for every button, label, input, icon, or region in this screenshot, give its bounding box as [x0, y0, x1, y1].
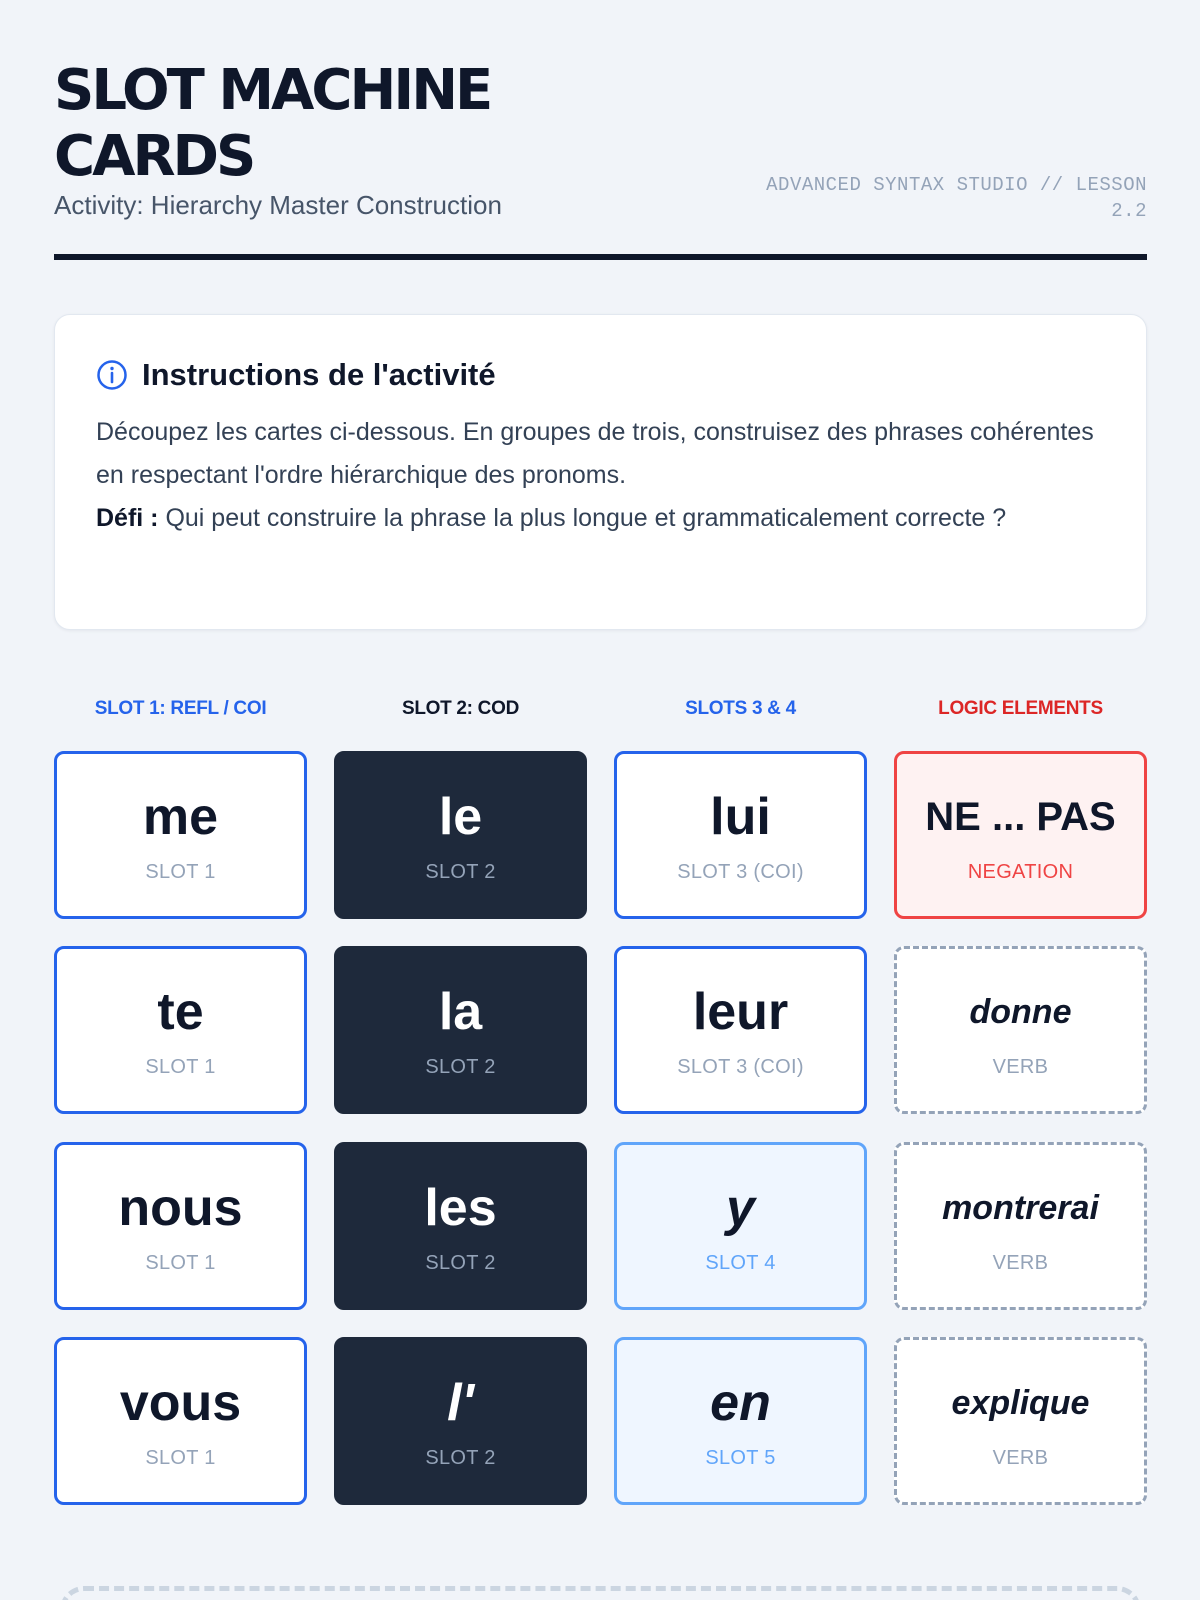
- card-slot-label: NEGATION: [967, 860, 1074, 883]
- card-l-elided[interactable]: [334, 1337, 587, 1505]
- card-word: te: [157, 982, 204, 1041]
- instructions-title: Instructions de l'activité: [142, 357, 496, 392]
- card-slot-label: SLOT 3 (COI): [677, 860, 804, 883]
- card-word: l': [447, 1373, 474, 1432]
- card-explique[interactable]: [894, 1337, 1147, 1505]
- card-word: explique: [951, 1383, 1090, 1422]
- card-slot-label: SLOT 4: [705, 1251, 776, 1274]
- card-slot-label: SLOT 1: [145, 1055, 216, 1078]
- column-header-slots-3-4: SLOTS 3 & 4: [685, 698, 796, 719]
- card-nous[interactable]: [54, 1142, 307, 1310]
- card-slot-label: SLOT 3 (COI): [677, 1055, 804, 1078]
- card-te[interactable]: [54, 946, 307, 1114]
- instructions-text: Découpez les cartes ci-dessous. En groupes de trois, construisez des phrases cohérentes en respectant l'ordre hiérarchique des pronoms.: [96, 418, 1094, 489]
- card-y[interactable]: [614, 1142, 867, 1310]
- card-slot-label: SLOT 1: [145, 860, 216, 883]
- card-slot-label: SLOT 2: [425, 860, 496, 883]
- challenge-label: Défi :: [96, 504, 159, 532]
- card-word: montrerai: [942, 1188, 1099, 1227]
- card-word: nous: [118, 1178, 243, 1237]
- card-leur[interactable]: [614, 946, 867, 1114]
- page-subtitle: Activity: Hierarchy Master Construction: [54, 190, 502, 220]
- card-les[interactable]: [334, 1142, 587, 1310]
- card-word: la: [438, 982, 483, 1041]
- challenge-text: Qui peut construire la phrase la plus longue et grammaticalement correcte ?: [158, 504, 1007, 532]
- info-icon: [96, 359, 128, 391]
- card-montrerai[interactable]: [894, 1142, 1147, 1310]
- instructions-header: [96, 357, 1106, 393]
- card-le[interactable]: [334, 751, 587, 919]
- card-word: leur: [692, 982, 789, 1041]
- card-word: y: [726, 1178, 755, 1237]
- card-word: me: [142, 787, 219, 846]
- column-header-slot-2: SLOT 2: COD: [401, 698, 520, 719]
- instructions-body: [96, 411, 1106, 540]
- card-slot-label: SLOT 2: [425, 1446, 496, 1469]
- card-lui[interactable]: [614, 751, 867, 919]
- card-word: lui: [710, 787, 771, 846]
- card-slot-label: SLOT 5: [705, 1446, 776, 1469]
- card-word: le: [438, 787, 483, 846]
- card-slot-label: SLOT 1: [145, 1251, 216, 1274]
- card-word: en: [710, 1373, 771, 1432]
- card-word: donne: [969, 992, 1072, 1031]
- card-la[interactable]: [334, 946, 587, 1114]
- column-header-slot-1: SLOT 1: REFL / COI: [94, 698, 267, 719]
- card-slot-label: VERB: [992, 1251, 1049, 1274]
- card-me[interactable]: [54, 751, 307, 919]
- page-title: SLOT MACHINE CARDS: [54, 58, 491, 189]
- card-word: les: [424, 1178, 497, 1237]
- instructions-card: [54, 314, 1147, 630]
- page-header: [54, 58, 1147, 260]
- card-vous[interactable]: [54, 1337, 307, 1505]
- card-slot-label: VERB: [992, 1055, 1049, 1078]
- card-slot-label: VERB: [992, 1446, 1049, 1469]
- card-slot-label: SLOT 1: [145, 1446, 216, 1469]
- lesson-label: ADVANCED SYNTAX STUDIO // LESSON 2.2: [766, 174, 1147, 222]
- card-ne-pas[interactable]: [894, 751, 1147, 919]
- card-word: vous: [119, 1373, 242, 1432]
- construction-area: [60, 1586, 1141, 1600]
- card-slot-label: SLOT 2: [425, 1251, 496, 1274]
- card-slot-label: SLOT 2: [425, 1055, 496, 1078]
- card-donne[interactable]: [894, 946, 1147, 1114]
- card-word: NE ... PAS: [925, 794, 1116, 839]
- column-header-logic: LOGIC ELEMENTS: [938, 698, 1103, 719]
- card-en[interactable]: [614, 1337, 867, 1505]
